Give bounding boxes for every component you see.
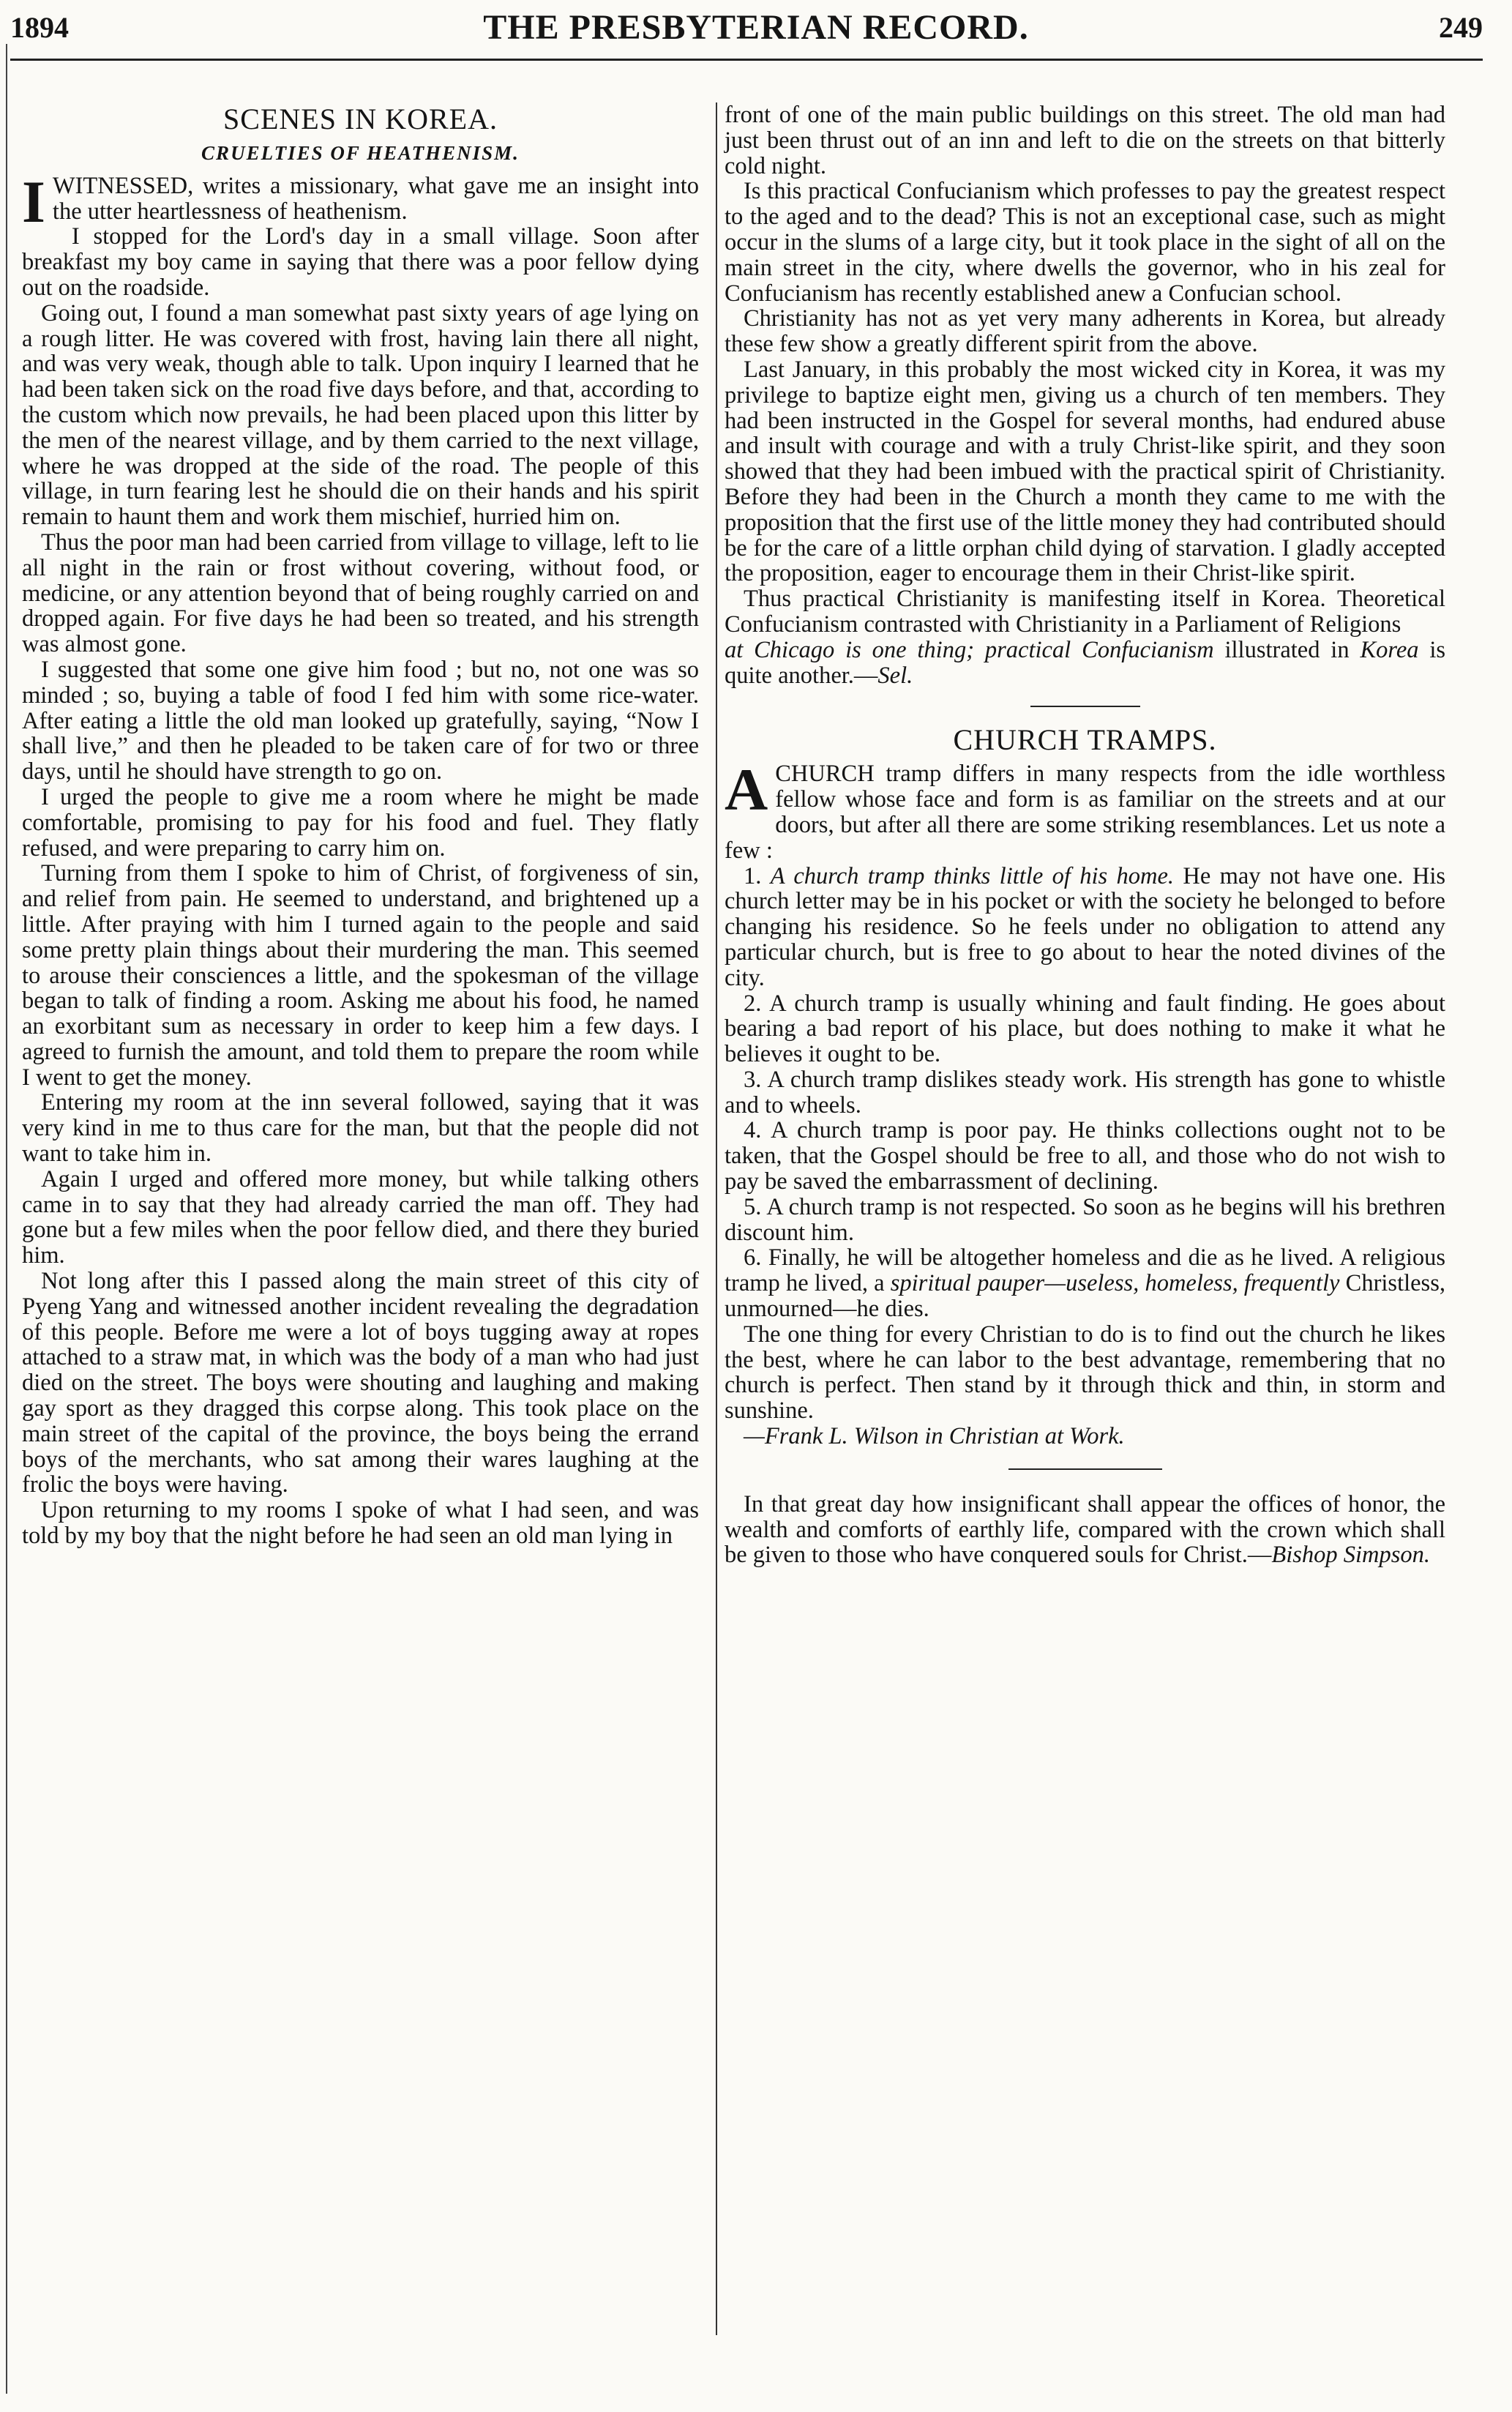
article-paragraph: IWITNESSED, writes a missionary, what gave me an insight into the utter heartlessness of heathenism. xyxy=(22,168,699,235)
article-title: CHURCH TRAMPS. xyxy=(953,723,1217,757)
page-edge-line xyxy=(6,44,7,2394)
article-paragraph: Going out, I found a man somewhat past sixty years of age lying on a rough litter. He was covered with frost, having lain there all night, and was very weak, though able to talk. Upon inquiry I learned that he had been taken sick on the road five days before, and that, according to the custom which now prevails, he had been placed upon this litter by the men of the nearest village, and by them carried to the next village, where he was dropped at the side of the road. The people of this village, in turn fearing lest he should die on their hands and his spirit remain to haunt them and work them mischief, hurried him on. xyxy=(22,299,699,531)
closing-quote: In that great day how insignificant shall appear the offices of honor, the wealth and comforts of earthly life, compared with the crown which shall be given to those who have conquered souls for Christ.—Bishop Simpson. xyxy=(725,1490,1445,1569)
header-rule xyxy=(10,59,1483,61)
left-column xyxy=(22,102,699,1549)
header-year: 1894 xyxy=(10,11,69,44)
publication-title: THE PRESBYTERIAN RECORD. xyxy=(483,8,1029,47)
article-paragraph: I stopped for the Lord's day in a small village. Soon after breakfast my boy came in saying that there was a poor fellow dying out on the roadside. xyxy=(22,223,699,301)
article-paragraph: Christianity has not as yet very many adherents in Korea, but already these few show a greatly different spirit from the above. xyxy=(725,305,1445,358)
section-separator xyxy=(1030,706,1140,707)
list-item: 1. A church tramp thinks little of his home. He may not have one. His church letter may be in his pocket or with the society he belonged to before changing his residence. So he feels under no obligation to attend any particular church, but is free to go about to hear the noted divines of the city. xyxy=(725,862,1445,991)
page-header xyxy=(0,0,1512,51)
article-title: SCENES IN KOREA. xyxy=(223,102,498,135)
article-closing: at Chicago is one thing; practical Confucianism illustrated in Korea is quite another.—Sel. xyxy=(725,636,1446,689)
section-separator xyxy=(1008,1468,1162,1470)
list-item: 4. A church tramp is poor pay. He thinks collections ought not to be taken, that the Gospel should be free to all, and those who do not wish to pay be saved the embarrassment of declining. xyxy=(725,1117,1445,1195)
article-paragraph: Not long after this I passed along the main street of this city of Pyeng Yang and witnessed another incident revealing the degradation of this people. Before me were a lot of boys tugging away at ropes attached to a straw mat, in which was the body of a man who had just died on the street. The boys were shouting and laughing and making gay sport as they dragged this corpse along. This took place on the main street of the capital of the province, the boys being the errand boys of the merchants, who sat among their wares laughing at the frolic the boys were having. xyxy=(22,1268,699,1498)
article-source: Sel. xyxy=(877,662,913,689)
article-paragraph: ACHURCH tramp differs in many respects from the idle worthless fellow whose face and form is as familiar on the streets and at our doors, but after all there are some striking resemblances. Let us note a few : xyxy=(725,756,1445,864)
article-paragraph: Thus practical Christianity is manifesting itself in Korea. Theoretical Confucianism contrasted with Christianity in a Parliament of Religions xyxy=(725,586,1445,638)
article-paragraph: Is this practical Confucianism which professes to pay the greatest respect to the aged and to the dead? This is not an exceptional case, such as might occur in the slums of a large city, but it took place in the sight of all on the main street in the city, where dwells the governor, who in his zeal for Confucianism has recently established anew a Confucian school. xyxy=(725,178,1445,307)
article-paragraph: Last January, in this probably the most wicked city in Korea, it was my privilege to baptize eight men, giving us a church of ten members. They had been instructed in the Gospel for several months, had endured abuse and insult with courage and with a truly Christ-like spirit, and they soon showed that they had been imbued with the practical spirit of Christianity. Before they had been in the Church a month they came to me with the proposition that the first use of the little money they had contributed should be for the care of a little orphan child dying of starvation. I gladly accepted the proposition, eager to encourage them in their Christ-like spirit. xyxy=(725,356,1445,587)
article-subtitle: CRUELTIES OF HEATHENISM. xyxy=(201,142,520,164)
quote-source: Bishop Simpson. xyxy=(1271,1542,1431,1569)
article-paragraph: Turning from them I spoke to him of Christ, of forgiveness of sin, and relief from pain. He seemed to understand, and brightened up a little. After praying with him I turned again to the people and said some pretty plain things about their murdering the man. This seemed to arouse their consciences a little, and the spokesman of the village began to talk of finding a room. Asking me about his food, he named an exorbitant sum as necessary in order to keep him a few days. I agreed to furnish the amount, and told them to prepare the room while I went to get the money. xyxy=(22,860,699,1091)
article-source: —Frank L. Wilson in Christian at Work. xyxy=(744,1423,1125,1450)
article-paragraph: Again I urged and offered more money, but while talking others came in to say that they had already carried the man off. They had gone but a few miles when the poor fellow died, and there they buried him. xyxy=(22,1165,699,1269)
article-paragraph: I suggested that some one give him food ; but no, not one was so minded ; so, buying a table of food I fed him with some rice-water. After eating a little the old man looked up gratefully, saying, “Now I shall live,” and then he pleaded to be taken care of for two or three days, until he should have strength to go on. xyxy=(22,656,699,785)
page-number: 249 xyxy=(1439,11,1483,44)
drop-cap: I xyxy=(22,168,45,235)
article-paragraph: Upon returning to my rooms I spoke of what I had seen, and was told by my boy that the night before he had seen an old man lying in xyxy=(22,1497,699,1550)
article-paragraph: The one thing for every Christian to do is to find out the church he likes the best, where he can labor to the best advantage, remembering that no church is perfect. Then stand by it through thick and thin, in storm and sunshine. xyxy=(725,1321,1445,1425)
article-paragraph: I urged the people to give me a room where he might be made comfortable, promising to pay for his food and fuel. They flatly refused, and were preparing to carry him on. xyxy=(22,783,699,862)
list-item: 3. A church tramp dislikes steady work. His strength has gone to whistle and to wheels. xyxy=(725,1066,1445,1119)
right-column xyxy=(725,102,1445,1568)
list-item: 2. A church tramp is usually whining and fault finding. He goes about bearing a bad report of his place, but does nothing to make it what he believes it ought to be. xyxy=(725,990,1445,1068)
article-paragraph: Entering my room at the inn several followed, saying that it was very kind in me to thus care for the man, but that the people did not want to take him in. xyxy=(22,1089,699,1168)
list-item: 5. A church tramp is not respected. So soon as he begins will his brethren discount him. xyxy=(725,1193,1445,1246)
article-paragraph: front of one of the main public buildings on this street. The old man had just been thrust out of an inn and left to die on the streets on that bitterly cold night. xyxy=(725,102,1445,179)
drop-cap: A xyxy=(725,756,768,824)
list-item: 6. Finally, he will be altogether homeless and die as he lived. A religious tramp he lived, a spiritual pauper—useless, homeless, frequently Christless, unmourned—he dies. xyxy=(725,1244,1445,1323)
column-divider xyxy=(716,102,717,2335)
article-paragraph: Thus the poor man had been carried from village to village, left to lie all night in the rain or frost without covering, without food, or medicine, or any attention beyond that of being roughly carried on and dropped again. For five days he had been so treated, and his strength was almost gone. xyxy=(22,529,699,658)
